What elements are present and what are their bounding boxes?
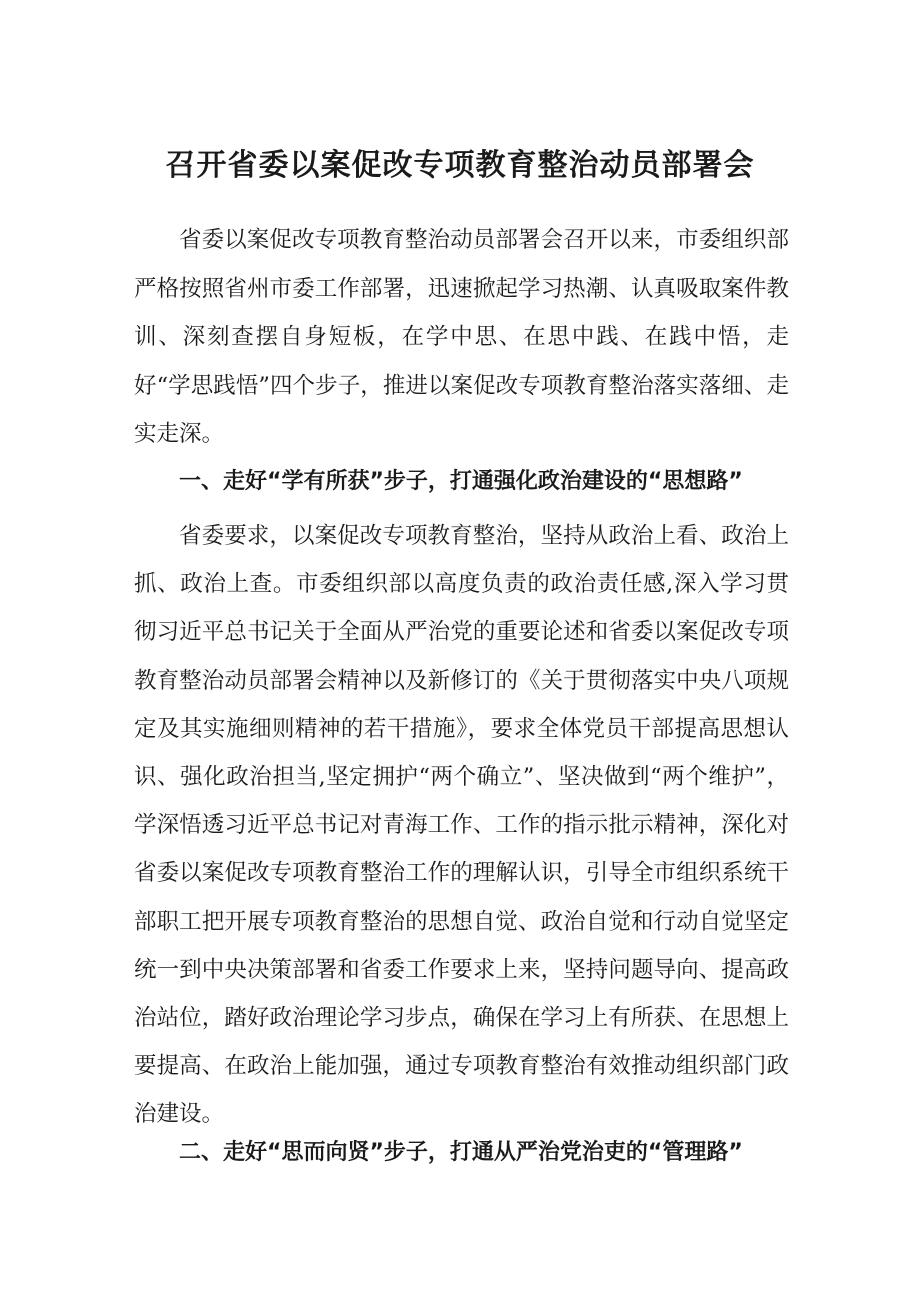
section-heading-2: 二、走好“思而向贤”步子，打通从严治党治吏的“管理路”: [179, 1140, 743, 1165]
intro-paragraph: 省委以案促改专项教育整治动员部署会召开以来，市委组织部严格按照省州市委工作部署，迅速掀起学习热潮、认真吸取案件教训、深刻查摆自身短板，在学中思、在思中践、在践中悟，走好“学思践悟”四个步子，推进以案促改专项教育整治落实落细、走实走深。: [134, 227, 789, 447]
section-1-paragraph: 省委要求，以案促改专项教育整治，坚持从政治上看、政治上抓、政治上查。市委组织部以高度负责的政治责任感,深入学习贯彻习近平总书记关于全面从严治党的重要论述和省委以案促改专项教育整治动员部署会精神以及新修订的《关于贯彻落实中央八项规定及其实施细则精神的若干措施》，要求全体党员干部提高思想认识、强化政治担当,坚定拥护“两个确立”、坚决做到“两个维护”，学深悟透习近平总书记对青海工作、工作的指示批示精神，深化对省委以案促改专项教育整治工作的理解认识，引导全市组织系统干部职工把开展专项教育整治的思想自觉、政治自觉和行动自觉坚定统一到中央决策部署和省委工作要求上来，坚持问题导向、提高政治站位，踏好政治理论学习步点，确保在学习上有所获、在思想上要提高、在政治上能加强，通过专项教育整治有效推动组织部门政治建设。: [134, 523, 789, 1128]
document-title: 召开省委以案促改专项教育整治动员部署会: [165, 148, 755, 183]
section-heading-1: 一、走好“学有所获”步子，打通强化政治建设的“思想路”: [179, 469, 743, 494]
